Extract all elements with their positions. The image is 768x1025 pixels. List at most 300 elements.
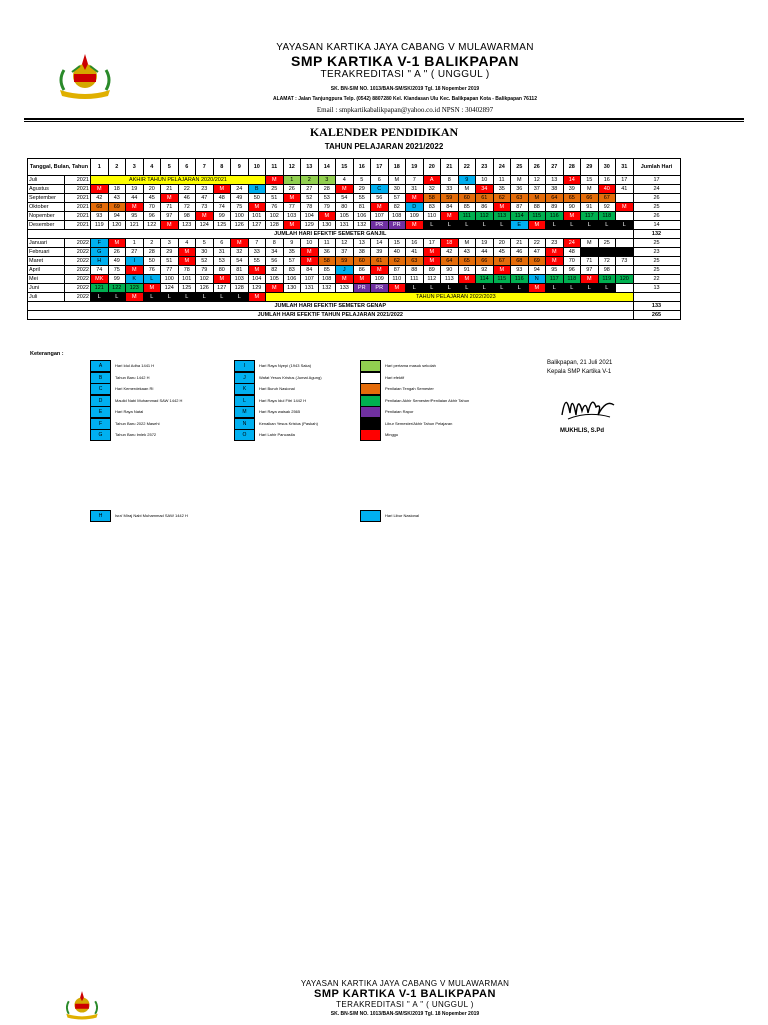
day-cell: 100 xyxy=(231,212,249,221)
day-cell: M xyxy=(528,284,546,293)
day-cell: 65 xyxy=(458,257,476,266)
month-row xyxy=(28,293,681,302)
month-name: April xyxy=(28,266,65,275)
day-cell: M xyxy=(406,221,424,230)
day-cell: 74 xyxy=(91,266,109,275)
day-cell: 86 xyxy=(476,203,494,212)
day-cell: 81 xyxy=(353,203,371,212)
day-cell: 77 xyxy=(283,203,301,212)
legend-text: Tahun Baru Imlek 2572 xyxy=(115,432,157,437)
day-cell: 86 xyxy=(353,266,371,275)
month-year: 2021 xyxy=(65,194,91,203)
day-cell: M xyxy=(458,275,476,284)
day-cell: M xyxy=(458,239,476,248)
total-header: Jumlah Hari xyxy=(633,159,680,176)
day-cell: 72 xyxy=(178,203,196,212)
day-cell: N xyxy=(528,275,546,284)
month-name: Januari xyxy=(28,239,65,248)
day-cell: 106 xyxy=(283,275,301,284)
summary-value: 132 xyxy=(633,230,680,239)
day-cell: 56 xyxy=(371,194,389,203)
day-cell: 79 xyxy=(196,266,214,275)
day-cell: 75 xyxy=(231,203,249,212)
day-cell: 126 xyxy=(196,284,214,293)
day-cell: 91 xyxy=(581,203,599,212)
month-year: 2022 xyxy=(65,266,91,275)
day-cell: J xyxy=(336,266,354,275)
legend-swatch: B xyxy=(90,372,111,384)
day-cell: 105 xyxy=(266,275,284,284)
address: ALAMAT : Jalan Tanjungpura Telp. (0542) 8807280 Kel. Klandasan Ulu Kec. Balikpapan Kota - Balikpapan 76112 xyxy=(273,96,537,102)
day-cell: 36 xyxy=(511,185,529,194)
day-cell: 76 xyxy=(143,266,161,275)
month-total: 25 xyxy=(633,266,680,275)
legend-swatch xyxy=(360,395,381,407)
day-cell: 108 xyxy=(318,275,336,284)
day-cell: M xyxy=(371,266,389,275)
day-cell: 35 xyxy=(283,248,301,257)
day-cell: 130 xyxy=(283,284,301,293)
day-cell: 95 xyxy=(126,212,144,221)
day-cell: 122 xyxy=(143,221,161,230)
day-header: 2 xyxy=(108,159,126,176)
month-total: 25 xyxy=(633,203,680,212)
month-total: 25 xyxy=(633,239,680,248)
day-cell: 5 xyxy=(353,176,371,185)
day-cell: L xyxy=(476,284,494,293)
day-cell: 18 xyxy=(441,239,459,248)
legend-swatch: F xyxy=(90,418,111,430)
month-row xyxy=(28,212,681,221)
month-row xyxy=(28,248,681,257)
day-cell: M xyxy=(161,221,179,230)
day-cell: 19 xyxy=(126,185,144,194)
legend-text: Hari Idul Adha 1441 H xyxy=(115,363,155,368)
legend-swatch xyxy=(360,406,381,418)
day-cell: PR xyxy=(388,221,406,230)
day-cell: 38 xyxy=(353,248,371,257)
day-cell: 59 xyxy=(441,194,459,203)
month-total: 17 xyxy=(633,176,680,185)
day-cell: 71 xyxy=(161,203,179,212)
day-cell: 6 xyxy=(371,176,389,185)
day-header: 21 xyxy=(441,159,459,176)
day-cell: 54 xyxy=(231,257,249,266)
day-cell: F xyxy=(91,239,109,248)
day-cell: M xyxy=(546,248,564,257)
day-cell: 26 xyxy=(108,248,126,257)
day-cell: 114 xyxy=(511,212,529,221)
day-cell: 78 xyxy=(178,266,196,275)
table-header-row xyxy=(28,159,681,176)
day-cell: 16 xyxy=(598,176,616,185)
day-cell: 54 xyxy=(336,194,354,203)
day-cell: 29 xyxy=(161,248,179,257)
day-cell: M xyxy=(528,194,546,203)
day-cell: 27 xyxy=(301,185,319,194)
day-cell: 113 xyxy=(441,275,459,284)
day-cell: M xyxy=(423,257,441,266)
day-cell: 79 xyxy=(318,203,336,212)
day-cell: 72 xyxy=(598,257,616,266)
month-year: 2021 xyxy=(65,221,91,230)
day-cell: 44 xyxy=(126,194,144,203)
day-cell: 21 xyxy=(161,185,179,194)
day-cell: 12 xyxy=(528,176,546,185)
day-cell: 103 xyxy=(231,275,249,284)
day-header: 11 xyxy=(266,159,284,176)
day-cell: 123 xyxy=(126,284,144,293)
day-cell: M xyxy=(178,248,196,257)
month-row xyxy=(28,185,681,194)
day-cell: 67 xyxy=(493,257,511,266)
day-cell: 41 xyxy=(616,185,634,194)
day-cell: M xyxy=(441,212,459,221)
day-cell: 18 xyxy=(108,185,126,194)
day-cell: 60 xyxy=(353,257,371,266)
day-cell: M xyxy=(581,185,599,194)
day-header: 29 xyxy=(581,159,599,176)
day-cell: 19 xyxy=(476,239,494,248)
day-header: 13 xyxy=(301,159,319,176)
day-cell: 2 xyxy=(143,239,161,248)
month-total: 22 xyxy=(633,275,680,284)
day-header: 30 xyxy=(598,159,616,176)
month-total: 26 xyxy=(633,194,680,203)
legend-swatch xyxy=(360,383,381,395)
day-cell: 14 xyxy=(563,176,581,185)
day-cell: MK xyxy=(91,275,109,284)
year-summary-row xyxy=(28,311,681,320)
day-cell: 118 xyxy=(563,275,581,284)
day-header: 6 xyxy=(178,159,196,176)
legend-swatch: H xyxy=(90,510,111,522)
column-header: Tanggal, Bulan, Tahun xyxy=(28,159,91,176)
day-cell: M xyxy=(196,212,214,221)
day-cell: 85 xyxy=(458,203,476,212)
day-cell: 78 xyxy=(301,203,319,212)
day-cell: 32 xyxy=(231,248,249,257)
day-cell: 2 xyxy=(301,176,319,185)
day-cell: 60 xyxy=(458,194,476,203)
day-cell: 58 xyxy=(423,194,441,203)
day-cell: L xyxy=(423,221,441,230)
day-cell: 127 xyxy=(248,221,266,230)
day-cell: 84 xyxy=(441,203,459,212)
day-header: 16 xyxy=(353,159,371,176)
day-cell xyxy=(616,248,634,257)
day-cell: 102 xyxy=(196,275,214,284)
day-cell: 70 xyxy=(143,203,161,212)
school-emblem-icon xyxy=(50,50,120,102)
day-cell: 41 xyxy=(406,248,424,257)
day-cell: 61 xyxy=(371,257,389,266)
legend-swatch: E xyxy=(90,406,111,418)
day-cell: 20 xyxy=(143,185,161,194)
day-cell: 24 xyxy=(231,185,249,194)
day-cell: 3 xyxy=(318,176,336,185)
legend-text: Penilaian Tengah Semester xyxy=(385,386,434,391)
day-header: 28 xyxy=(563,159,581,176)
signature-date: Balikpapan, 21 Juli 2021 xyxy=(547,360,613,366)
day-cell: 82 xyxy=(388,203,406,212)
accreditation: TERAKREDITASI " A " ( UNGGUL ) xyxy=(320,69,490,80)
day-cell: 33 xyxy=(248,248,266,257)
month-row xyxy=(28,194,681,203)
day-cell: 124 xyxy=(196,221,214,230)
day-cell: M xyxy=(91,185,109,194)
day-cell: 121 xyxy=(126,221,144,230)
day-cell: M xyxy=(283,221,301,230)
day-cell: PR xyxy=(371,284,389,293)
day-cell: M xyxy=(126,266,144,275)
day-cell: 116 xyxy=(546,212,564,221)
day-cell: 66 xyxy=(476,257,494,266)
day-cell: 9 xyxy=(283,239,301,248)
day-cell: 31 xyxy=(406,185,424,194)
day-cell: 99 xyxy=(213,212,231,221)
day-cell: 46 xyxy=(178,194,196,203)
day-header: 8 xyxy=(213,159,231,176)
month-row xyxy=(28,239,681,248)
day-cell: B xyxy=(248,185,266,194)
day-cell: L xyxy=(511,284,529,293)
day-cell: 64 xyxy=(441,257,459,266)
day-cell: 22 xyxy=(178,185,196,194)
day-cell: PR xyxy=(371,221,389,230)
day-cell: 125 xyxy=(213,221,231,230)
month-total: 23 xyxy=(633,248,680,257)
day-cell: 26 xyxy=(283,185,301,194)
day-cell: 123 xyxy=(178,221,196,230)
letterhead xyxy=(0,0,768,130)
legend-swatch xyxy=(360,429,381,441)
legend-swatch xyxy=(360,510,381,522)
legend-swatch: I xyxy=(234,360,255,372)
day-cell: 47 xyxy=(528,248,546,257)
day-header: 24 xyxy=(493,159,511,176)
legend-text: Hari Kemerdekaan RI xyxy=(115,386,154,391)
day-cell: 115 xyxy=(528,212,546,221)
page-title: KALENDER PENDIDIKAN xyxy=(309,125,459,139)
month-year: 2022 xyxy=(65,293,91,302)
day-cell xyxy=(598,248,616,257)
day-cell: L xyxy=(493,284,511,293)
day-cell: 106 xyxy=(353,212,371,221)
day-cell: 69 xyxy=(108,203,126,212)
semester1-summary-row xyxy=(28,230,681,239)
day-cell: 44 xyxy=(476,248,494,257)
day-cell: M xyxy=(161,194,179,203)
day-cell: M xyxy=(336,185,354,194)
legend-text: Tahun Baru 2022 Masehi xyxy=(115,420,160,426)
day-cell: 89 xyxy=(546,203,564,212)
day-cell: M xyxy=(283,194,301,203)
month-year: 2022 xyxy=(65,284,91,293)
day-cell: 89 xyxy=(423,266,441,275)
day-cell: PR xyxy=(353,284,371,293)
day-cell: M xyxy=(458,185,476,194)
decree-number: SK. BN-S/M NO. 1013/BAN-SM/SK/2019 Tgl. 18 Nopember 2019 xyxy=(330,86,480,92)
day-cell xyxy=(581,248,599,257)
day-cell: 6 xyxy=(213,239,231,248)
day-cell: 55 xyxy=(353,194,371,203)
day-cell: 87 xyxy=(511,203,529,212)
day-cell: 126 xyxy=(231,221,249,230)
day-cell: 112 xyxy=(423,275,441,284)
month-year: 2022 xyxy=(65,257,91,266)
signature-role: Kepala SMP Kartika V-1 xyxy=(547,369,612,375)
month-name: Mei xyxy=(28,275,65,284)
day-cell: 121 xyxy=(91,284,109,293)
day-cell xyxy=(616,239,634,248)
legend-text: Hari efektif xyxy=(385,374,405,380)
day-cell: 91 xyxy=(458,266,476,275)
day-cell: 40 xyxy=(598,185,616,194)
day-cell: 101 xyxy=(248,212,266,221)
day-cell: L xyxy=(493,221,511,230)
month-row xyxy=(28,221,681,230)
day-cell: 49 xyxy=(108,257,126,266)
semester2-summary-row xyxy=(28,302,681,311)
note-cell: TAHUN PELAJARAN 2022/2023 xyxy=(266,293,634,302)
day-cell: M xyxy=(126,293,144,302)
school-emblem-icon xyxy=(60,985,104,1025)
day-cell: 76 xyxy=(266,203,284,212)
day-cell: 70 xyxy=(563,257,581,266)
day-header: 19 xyxy=(406,159,424,176)
month-name: Juni xyxy=(28,284,65,293)
month-total: 24 xyxy=(633,185,680,194)
day-cell: 83 xyxy=(283,266,301,275)
calendar-table xyxy=(27,158,681,320)
day-header: 1 xyxy=(91,159,109,176)
day-cell: K xyxy=(126,275,144,284)
day-header: 27 xyxy=(546,159,564,176)
legend-text: Tahun Baru 1442 H xyxy=(115,374,150,380)
day-cell: 133 xyxy=(336,284,354,293)
day-cell: 48 xyxy=(563,248,581,257)
month-name: Maret xyxy=(28,257,65,266)
summary-label: JUMLAH HARI EFEKTIF SEMETER GANJIL xyxy=(28,230,634,239)
day-cell: L xyxy=(616,221,634,230)
day-cell: 45 xyxy=(493,248,511,257)
legend-swatch xyxy=(360,418,381,430)
day-cell: 73 xyxy=(616,257,634,266)
day-cell: 3 xyxy=(161,239,179,248)
day-cell: 113 xyxy=(493,212,511,221)
day-cell: 132 xyxy=(318,284,336,293)
day-cell: 15 xyxy=(388,239,406,248)
day-cell: 57 xyxy=(283,257,301,266)
legend-title: Keterangan : xyxy=(30,351,64,357)
day-cell: 43 xyxy=(458,248,476,257)
legend-swatch: O xyxy=(234,429,255,441)
day-cell: 114 xyxy=(476,275,494,284)
day-cell: L xyxy=(476,221,494,230)
day-cell: M xyxy=(213,185,231,194)
day-cell: 96 xyxy=(563,266,581,275)
day-cell: 20 xyxy=(493,239,511,248)
day-cell: 37 xyxy=(528,185,546,194)
day-cell: 1 xyxy=(283,176,301,185)
legend-swatch xyxy=(360,360,381,372)
day-cell: L xyxy=(406,284,424,293)
day-header: 4 xyxy=(143,159,161,176)
day-cell: 109 xyxy=(371,275,389,284)
footer-letterhead xyxy=(0,975,768,1024)
day-cell: 124 xyxy=(161,284,179,293)
day-cell: M xyxy=(266,284,284,293)
day-cell: 119 xyxy=(91,221,109,230)
day-cell: 90 xyxy=(441,266,459,275)
footer-accreditation: TERAKREDITASI " A " ( UNGGUL ) xyxy=(336,1000,474,1009)
month-total: 26 xyxy=(633,212,680,221)
month-name: Nopember xyxy=(28,212,65,221)
legend-swatch: J xyxy=(234,372,255,384)
day-cell: M xyxy=(581,275,599,284)
day-cell: 7 xyxy=(406,176,424,185)
day-cell: M xyxy=(616,203,634,212)
day-cell: I xyxy=(126,257,144,266)
day-header: 26 xyxy=(528,159,546,176)
day-cell: 81 xyxy=(231,266,249,275)
day-cell: 129 xyxy=(301,221,319,230)
day-cell: 52 xyxy=(196,257,214,266)
day-cell: 95 xyxy=(546,266,564,275)
day-cell: 77 xyxy=(161,266,179,275)
day-cell: 49 xyxy=(231,194,249,203)
note-cell: AKHIR TAHUN PELAJARAN 2020/2021 xyxy=(91,176,266,185)
day-cell: M xyxy=(178,257,196,266)
day-cell: 84 xyxy=(301,266,319,275)
day-cell: 122 xyxy=(108,284,126,293)
day-cell: 110 xyxy=(388,275,406,284)
month-row xyxy=(28,176,681,185)
month-name: Juli xyxy=(28,293,65,302)
day-cell: M xyxy=(301,257,319,266)
day-cell: 75 xyxy=(108,266,126,275)
legend-text: Hari Raya Natal xyxy=(115,409,144,414)
day-cell: 65 xyxy=(563,194,581,203)
day-cell: 125 xyxy=(178,284,196,293)
day-header: 7 xyxy=(196,159,214,176)
day-cell: L xyxy=(458,284,476,293)
day-cell: 24 xyxy=(563,239,581,248)
month-name: Februari xyxy=(28,248,65,257)
day-cell: 117 xyxy=(581,212,599,221)
day-cell: 98 xyxy=(178,212,196,221)
day-cell: 127 xyxy=(213,284,231,293)
day-cell: 9 xyxy=(458,176,476,185)
day-cell: E xyxy=(511,221,529,230)
day-cell: 99 xyxy=(108,275,126,284)
day-cell: 17 xyxy=(616,176,634,185)
month-total: 14 xyxy=(633,221,680,230)
footer-decree: SK. BN-S/M NO. 1013/BAN-SM/SK/2019 Tgl. 18 Nopember 2019 xyxy=(330,1011,480,1017)
day-cell: M xyxy=(581,239,599,248)
day-cell: 98 xyxy=(598,266,616,275)
day-cell: 27 xyxy=(126,248,144,257)
day-cell: M xyxy=(301,248,319,257)
day-cell: 129 xyxy=(248,284,266,293)
day-header: 10 xyxy=(248,159,266,176)
day-cell: M xyxy=(371,203,389,212)
day-cell: M xyxy=(143,284,161,293)
day-cell: 112 xyxy=(476,212,494,221)
month-year: 2022 xyxy=(65,248,91,257)
day-cell: 4 xyxy=(336,176,354,185)
